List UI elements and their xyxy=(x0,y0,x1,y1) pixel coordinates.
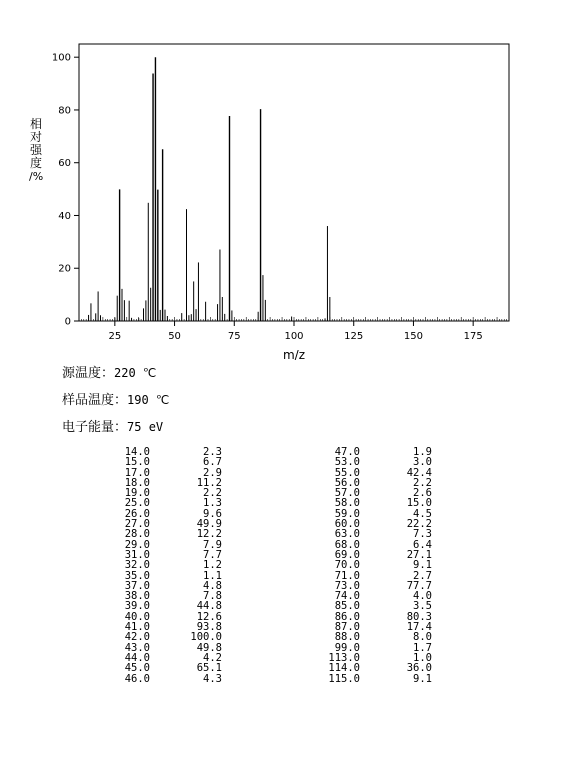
table-row xyxy=(90,674,250,684)
y-axis-label xyxy=(29,118,43,183)
intensity-value: 1.2 xyxy=(203,559,222,572)
mz-value: 114.0 xyxy=(328,662,360,675)
minor-ticks xyxy=(81,317,506,321)
intensity-value: 12.6 xyxy=(196,610,222,623)
x-axis xyxy=(108,321,482,342)
x-tick-label: 100 xyxy=(284,331,304,342)
mz-value: 35.0 xyxy=(124,569,150,582)
table-row xyxy=(300,643,460,653)
sample-temperature-value: 190 ℃ xyxy=(127,393,170,407)
table-row xyxy=(300,550,460,560)
table-row xyxy=(300,674,460,684)
y-tick-label: 20 xyxy=(58,263,71,275)
mz-value: 43.0 xyxy=(124,641,150,654)
table-row xyxy=(90,540,250,550)
table-row xyxy=(90,447,250,457)
intensity-value: 17.4 xyxy=(406,621,432,634)
table-row xyxy=(300,540,460,550)
table-row xyxy=(300,581,460,591)
x-tick-label: 125 xyxy=(344,331,364,342)
intensity-value: 1.9 xyxy=(413,446,432,458)
mz-value: 86.0 xyxy=(334,610,360,623)
table-row xyxy=(90,488,250,498)
source-temperature-value: 220 ℃ xyxy=(114,366,157,380)
mz-value: 41.0 xyxy=(124,621,150,634)
intensity-value: 7.7 xyxy=(203,548,222,561)
mz-value: 39.0 xyxy=(124,600,150,613)
peak-table-left xyxy=(90,447,250,684)
intensity-value: 65.1 xyxy=(196,662,222,675)
intensity-value: 4.2 xyxy=(203,651,222,664)
intensity-value: 22.2 xyxy=(406,518,432,531)
mz-value: 87.0 xyxy=(334,621,360,634)
mz-value: 70.0 xyxy=(334,559,360,572)
intensity-value: 12.2 xyxy=(196,528,222,541)
intensity-value: 1.0 xyxy=(413,651,432,664)
table-row xyxy=(90,529,250,539)
intensity-value: 4.0 xyxy=(413,590,432,603)
y-tick-label: 0 xyxy=(64,316,71,328)
mz-value: 73.0 xyxy=(334,579,360,592)
intensity-value: 49.9 xyxy=(196,518,222,531)
intensity-value: 1.1 xyxy=(203,569,222,582)
mz-value: 56.0 xyxy=(334,476,360,489)
y-tick-label: 40 xyxy=(58,210,71,222)
y-tick-label: 60 xyxy=(58,158,71,170)
table-row xyxy=(300,468,460,478)
y-axis xyxy=(52,53,79,328)
table-row xyxy=(90,498,250,508)
x-tick-label: 75 xyxy=(227,331,241,342)
intensity-value: 2.3 xyxy=(203,446,222,458)
x-tick-label: 50 xyxy=(168,331,181,342)
mz-value: 57.0 xyxy=(334,487,360,500)
intensity-value: 2.6 xyxy=(413,487,432,500)
mass-spectrum-chart xyxy=(0,0,570,360)
intensity-value: 2.2 xyxy=(203,487,222,500)
mz-value: 59.0 xyxy=(334,507,360,520)
table-row xyxy=(300,622,460,632)
intensity-value: 9.1 xyxy=(413,672,432,685)
electron-energy-value: 75 eV xyxy=(127,420,164,434)
intensity-value: 49.8 xyxy=(196,641,222,654)
table-row xyxy=(90,519,250,529)
table-row xyxy=(300,632,460,642)
intensity-value: 9.1 xyxy=(413,559,432,572)
intensity-value: 27.1 xyxy=(406,548,432,561)
table-row xyxy=(90,663,250,673)
intensity-value: 44.8 xyxy=(196,600,222,613)
mz-value: 88.0 xyxy=(334,631,360,644)
mz-value: 26.0 xyxy=(124,507,150,520)
table-row xyxy=(90,601,250,611)
intensity-value: 6.7 xyxy=(203,456,222,469)
table-row xyxy=(90,468,250,478)
x-tick-label: 150 xyxy=(403,331,423,342)
table-row xyxy=(90,478,250,488)
table-row xyxy=(90,509,250,519)
y-axis-label-unit xyxy=(29,170,43,183)
mz-value: 18.0 xyxy=(124,476,150,489)
intensity-value: 77.7 xyxy=(406,579,432,592)
table-row xyxy=(300,447,460,457)
mz-value: 29.0 xyxy=(124,538,150,551)
table-row xyxy=(300,560,460,570)
y-axis-label-char: 相 xyxy=(29,117,42,131)
mz-value: 37.0 xyxy=(124,579,150,592)
mz-value: 45.0 xyxy=(124,662,150,675)
mz-value: 115.0 xyxy=(328,672,360,685)
mz-value: 71.0 xyxy=(334,569,360,582)
mz-value: 28.0 xyxy=(124,528,150,541)
intensity-value: 2.2 xyxy=(413,476,432,489)
table-row xyxy=(300,571,460,581)
intensity-value: 100.0 xyxy=(190,631,222,644)
source-temperature-label: 源温度： xyxy=(62,366,115,381)
intensity-value: 1.7 xyxy=(413,641,432,654)
table-row xyxy=(300,663,460,673)
table-row xyxy=(300,591,460,601)
mz-value: 60.0 xyxy=(334,518,360,531)
intensity-value: 1.3 xyxy=(203,497,222,510)
y-axis-label-separator: / xyxy=(29,170,33,183)
electron-energy xyxy=(62,416,163,435)
y-tick-label: 100 xyxy=(51,52,71,64)
intensity-value: 9.6 xyxy=(203,507,222,520)
mz-value: 53.0 xyxy=(334,456,360,469)
table-row xyxy=(90,622,250,632)
mz-value: 17.0 xyxy=(124,466,150,479)
mz-value: 14.0 xyxy=(124,446,150,458)
mz-value: 55.0 xyxy=(334,466,360,479)
mz-value: 32.0 xyxy=(124,559,150,572)
table-row xyxy=(300,653,460,663)
table-row xyxy=(90,643,250,653)
mz-value: 42.0 xyxy=(124,631,150,644)
sample-temperature-label: 样品温度： xyxy=(62,393,128,408)
intensity-value: 3.0 xyxy=(413,456,432,469)
mz-value: 69.0 xyxy=(334,548,360,561)
mz-value: 113.0 xyxy=(328,651,360,664)
table-row xyxy=(300,509,460,519)
y-axis-label-char: 对 xyxy=(29,130,42,144)
mz-value: 27.0 xyxy=(124,518,150,531)
table-row xyxy=(300,529,460,539)
source-temperature xyxy=(62,362,156,381)
mz-value: 44.0 xyxy=(124,651,150,664)
intensity-value: 2.9 xyxy=(203,466,222,479)
y-axis-label-char: 强 xyxy=(29,143,42,157)
intensity-value: 36.0 xyxy=(406,662,432,675)
mz-value: 63.0 xyxy=(334,528,360,541)
table-row xyxy=(90,581,250,591)
mz-value: 85.0 xyxy=(334,600,360,613)
x-tick-label: 175 xyxy=(463,331,483,342)
plot-frame xyxy=(79,44,509,321)
table-row xyxy=(300,457,460,467)
mz-value: 38.0 xyxy=(124,590,150,603)
mz-value: 47.0 xyxy=(334,446,360,458)
intensity-value: 93.8 xyxy=(196,621,222,634)
table-row xyxy=(300,519,460,529)
intensity-value: 11.2 xyxy=(196,476,222,489)
intensity-value: 2.7 xyxy=(413,569,432,582)
peak-table-right xyxy=(300,447,460,684)
y-axis-label-percent: % xyxy=(32,170,44,183)
table-row xyxy=(90,653,250,663)
intensity-value: 15.0 xyxy=(406,497,432,510)
sample-temperature xyxy=(62,389,169,408)
table-row xyxy=(300,488,460,498)
y-tick-label: 80 xyxy=(58,105,71,117)
intensity-value: 7.3 xyxy=(413,528,432,541)
table-row xyxy=(300,498,460,508)
intensity-value: 7.9 xyxy=(203,538,222,551)
mz-value: 25.0 xyxy=(124,497,150,510)
mz-value: 40.0 xyxy=(124,610,150,623)
table-row xyxy=(90,612,250,622)
intensity-value: 4.8 xyxy=(203,579,222,592)
intensity-value: 8.0 xyxy=(413,631,432,644)
peak-bars xyxy=(89,57,330,321)
table-row xyxy=(300,601,460,611)
mz-value: 15.0 xyxy=(124,456,150,469)
mz-value: 19.0 xyxy=(124,487,150,500)
mz-value: 99.0 xyxy=(334,641,360,654)
table-row xyxy=(90,457,250,467)
x-axis-label: m/z xyxy=(282,348,306,360)
x-tick-label: 25 xyxy=(108,331,122,342)
table-row xyxy=(90,591,250,601)
table-row xyxy=(300,612,460,622)
intensity-value: 4.5 xyxy=(413,507,432,520)
mz-value: 46.0 xyxy=(124,672,150,685)
intensity-value: 42.4 xyxy=(406,466,432,479)
table-row xyxy=(90,550,250,560)
intensity-value: 4.3 xyxy=(203,672,222,685)
mz-value: 68.0 xyxy=(334,538,360,551)
intensity-value: 80.3 xyxy=(406,610,432,623)
mz-value: 74.0 xyxy=(334,590,360,603)
table-row xyxy=(90,632,250,642)
table-row xyxy=(300,478,460,488)
electron-energy-label: 电子能量： xyxy=(62,420,128,435)
mz-value: 58.0 xyxy=(334,497,360,510)
table-row xyxy=(90,571,250,581)
intensity-value: 3.5 xyxy=(413,600,432,613)
mz-value: 31.0 xyxy=(124,548,150,561)
y-axis-label-char: 度 xyxy=(29,156,42,170)
table-row xyxy=(90,560,250,570)
intensity-value: 6.4 xyxy=(413,538,432,551)
intensity-value: 7.8 xyxy=(203,590,222,603)
